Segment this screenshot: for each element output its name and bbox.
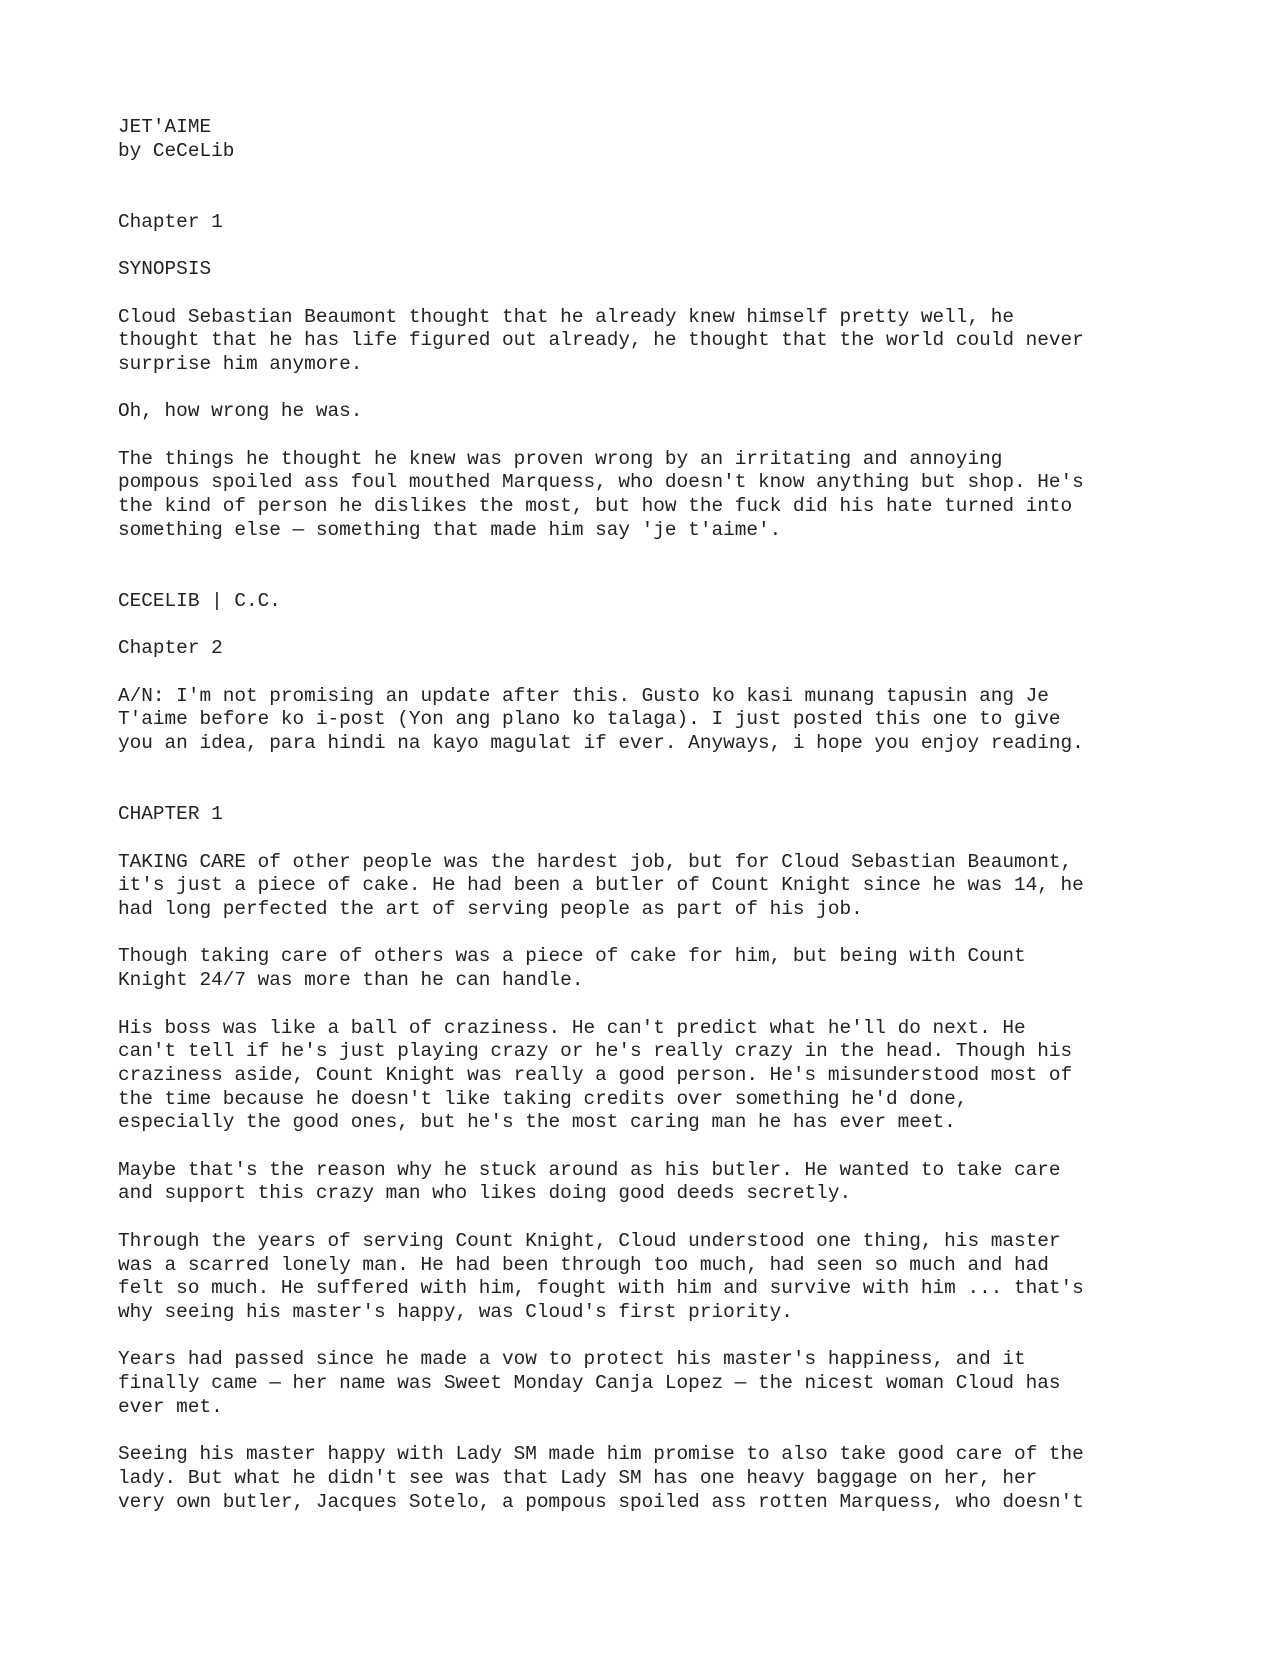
story-paragraph-5: Through the years of serving Count Knight, Cloud understood one thing, his master was a scarred lonely man. He had been through too much, had seen so much and had felt so much. He suffered with him, fought with him and survive with him ... that's why seeing his master's happy, was Cloud's first priority. [118,1229,1084,1323]
chapter-2-heading: Chapter 2 [118,637,223,660]
synopsis-paragraph-2: Oh, how wrong he was. [118,400,363,423]
story-paragraph-3: His boss was like a ball of craziness. He can't predict what he'll do next. He can't tell if he's just playing crazy or he's really crazy in the head. Though his craziness aside, Count Knight was really a good person. He's misunderstood most of the time because he doesn't like taking credits over something he'd done, especially the good ones, but he's the most caring man he has ever meet. [118,1016,1073,1134]
story-chapter-heading: CHAPTER 1 [118,803,223,826]
story-paragraph-2: Though taking care of others was a piece of cake for him, but being with Count Knight 24/7 was more than he can handle. [118,945,1026,992]
story-paragraph-6: Years had passed since he made a vow to protect his master's happiness, and it finally came — her name was Sweet Monday Canja Lopez — the nicest woman Cloud has ever met. [118,1348,1061,1418]
story-paragraph-7: Seeing his master happy with Lady SM made him promise to also take good care of the lady. But what he didn't see was that Lady SM has one heavy baggage on her, her very own butler, Jacques Sotelo, a pompous spoiled ass rotten Marquess, who doesn't [118,1443,1084,1513]
document-byline: by CeCeLib [118,139,235,162]
author-signature: CECELIB | C.C. [118,589,281,612]
synopsis-paragraph-3: The things he thought he knew was proven wrong by an irritating and annoying pompous spoiled ass foul mouthed Marquess, who doesn't know anything but shop. He's the kind of person he dislikes the most, but how the fuck did his hate turned into something else — something that made him say 'je t'aime'. [118,447,1084,541]
author-note: A/N: I'm not promising an update after this. Gusto ko kasi munang tapusin ang Je T'aime before ko i-post (Yon ang plano ko talaga). I just posted this one to give you an idea, para hindi na kayo magulat if ever. Anyways, i hope you enjoy reading. [118,684,1084,755]
document-page [118,116,1178,1514]
synopsis-paragraph-1: Cloud Sebastian Beaumont thought that he already knew himself pretty well, he thought that he has life figured out already, he thought that the world could never surprise him anymore. [118,305,1084,375]
document-title: JET'AIME [118,116,212,138]
story-paragraph-1: TAKING CARE of other people was the hardest job, but for Cloud Sebastian Beaumont, it's just a piece of cake. He had been a butler of Count Knight since he was 14, he had long perfected the art of serving people as part of his job. [118,850,1084,921]
synopsis-heading: SYNOPSIS [118,258,212,281]
chapter-1-heading: Chapter 1 [118,210,223,233]
story-paragraph-4: Maybe that's the reason why he stuck around as his butler. He wanted to take care and support this crazy man who likes doing good deeds secretly. [118,1158,1061,1205]
